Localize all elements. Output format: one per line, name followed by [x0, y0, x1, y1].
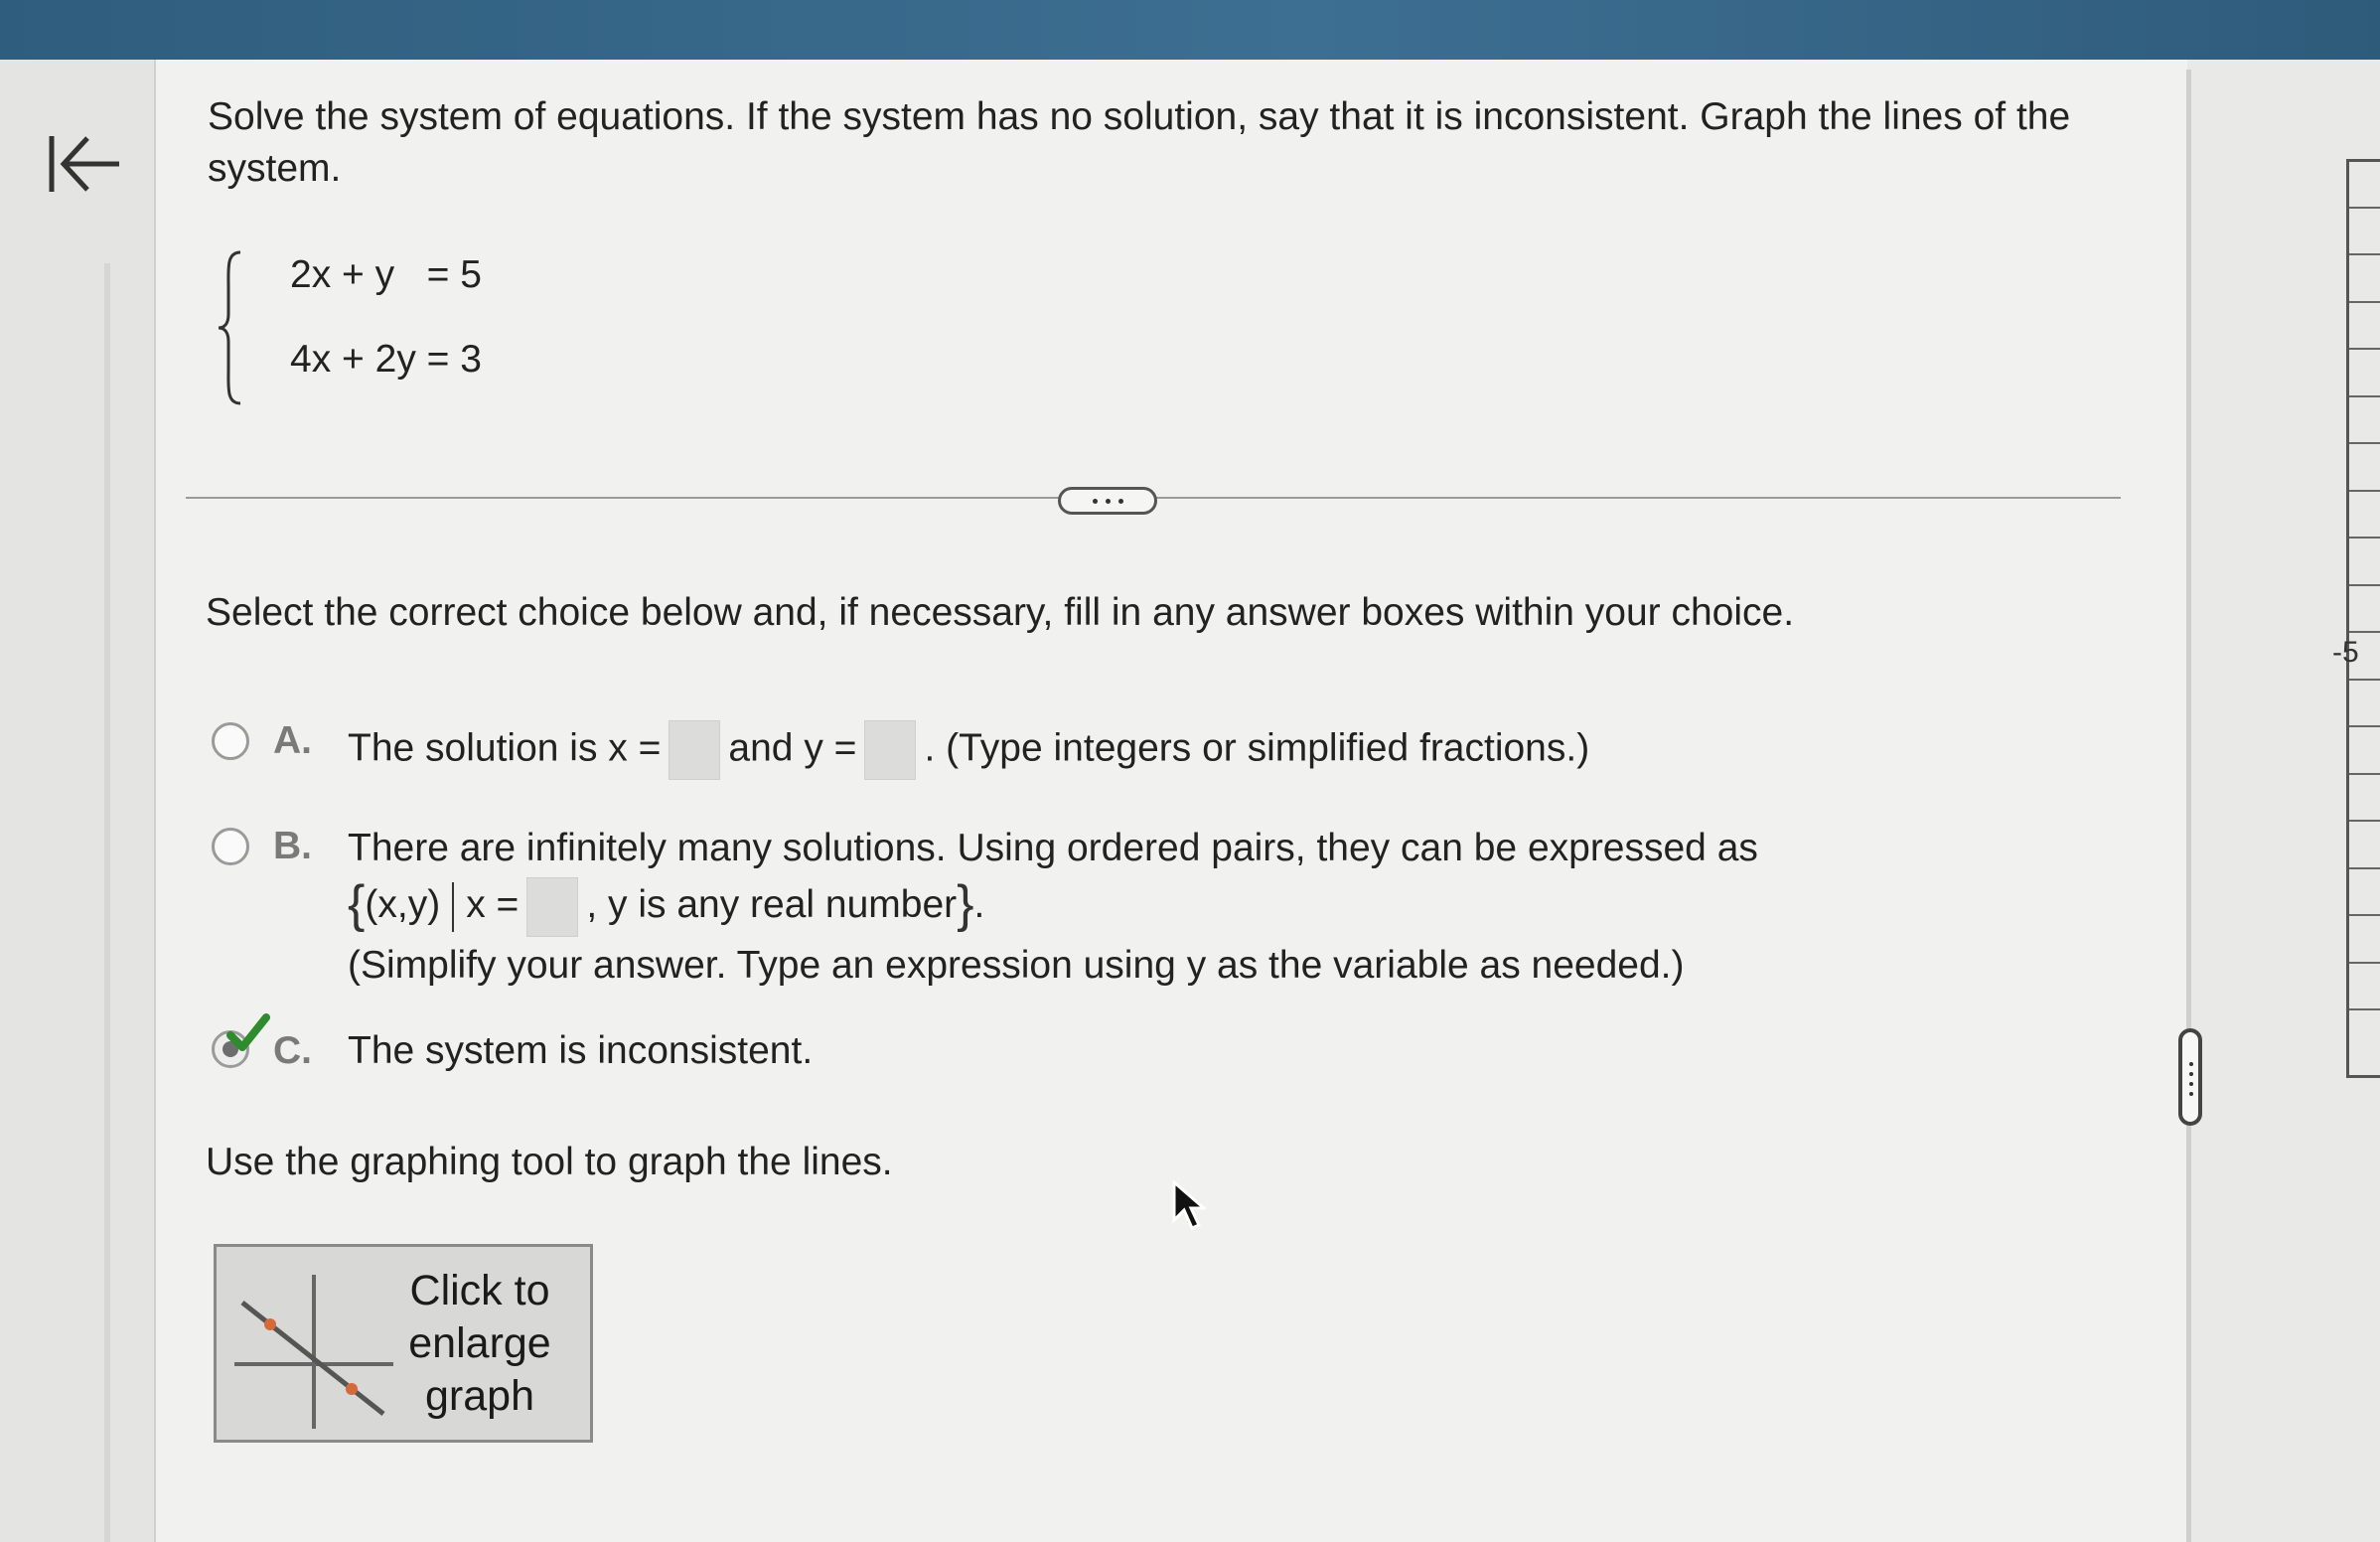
- set-pair: (x,y): [365, 883, 441, 926]
- choice-c-letter: C.: [273, 1029, 312, 1072]
- enlarge-graph-label: Click to enlarge graph: [408, 1267, 551, 1420]
- choice-a-middle: and y =: [728, 726, 857, 770]
- instruction-text: Select the correct choice below and, if necessary, fill in any answer boxes within your choice.: [206, 591, 1795, 634]
- checkmark-icon: [226, 1013, 270, 1053]
- choice-b-set-expression: [348, 874, 984, 937]
- choice-a-radio[interactable]: [212, 722, 249, 760]
- set-open-brace: {: [348, 875, 366, 933]
- pane-splitter-handle[interactable]: [2178, 1028, 2202, 1126]
- choice-a-text: [348, 720, 1589, 780]
- graph-thumbnail-icon: [234, 1265, 393, 1434]
- system-brace: [217, 248, 244, 407]
- choice-c-text: The system is inconsistent.: [348, 1029, 814, 1072]
- choice-b-hint: (Simplify your answer. Type an expression using y as the variable as needed.): [348, 944, 1685, 987]
- set-var: x =: [466, 883, 520, 926]
- choice-a-letter: A.: [273, 719, 312, 762]
- question-text: Solve the system of equations. If the system has no solution, say that it is inconsistent. Graph the lines of the system.: [208, 95, 2071, 190]
- equation-2: 4x + 2y = 3: [290, 338, 482, 381]
- graph-axis-ruler: [2346, 159, 2380, 1078]
- set-bar: [452, 882, 454, 932]
- arrow-left-bar-icon: [40, 124, 129, 204]
- choice-b-line1: There are infinitely many solutions. Using ordered pairs, they can be expressed as: [348, 827, 1758, 869]
- expand-more-button[interactable]: [1058, 487, 1157, 515]
- choice-a-suffix: . (Type integers or simplified fractions.): [924, 726, 1590, 770]
- answer-box-x-expression[interactable]: [526, 877, 578, 937]
- set-after: , y is any real number: [586, 883, 958, 926]
- left-gutter: [0, 60, 156, 1542]
- collapse-left-button[interactable]: [40, 124, 129, 204]
- graph-instruction: Use the graphing tool to graph the lines.: [206, 1141, 893, 1183]
- answer-box-x[interactable]: [669, 720, 720, 780]
- left-strip: [104, 263, 110, 1542]
- choice-b-letter: B.: [273, 825, 312, 867]
- choice-b-radio[interactable]: [212, 828, 249, 865]
- panel-border: [2186, 70, 2191, 1542]
- set-end: .: [973, 883, 985, 926]
- choice-a-prefix: The solution is x =: [348, 726, 662, 770]
- equation-1: 2x + y = 5: [290, 253, 482, 296]
- top-bar: [0, 0, 2380, 60]
- enlarge-graph-button[interactable]: [214, 1244, 593, 1443]
- set-close-brace: }: [957, 875, 974, 933]
- axis-tick-label: -5: [2332, 636, 2359, 669]
- answer-box-y[interactable]: [864, 720, 916, 780]
- mouse-cursor-icon: [1172, 1180, 1206, 1232]
